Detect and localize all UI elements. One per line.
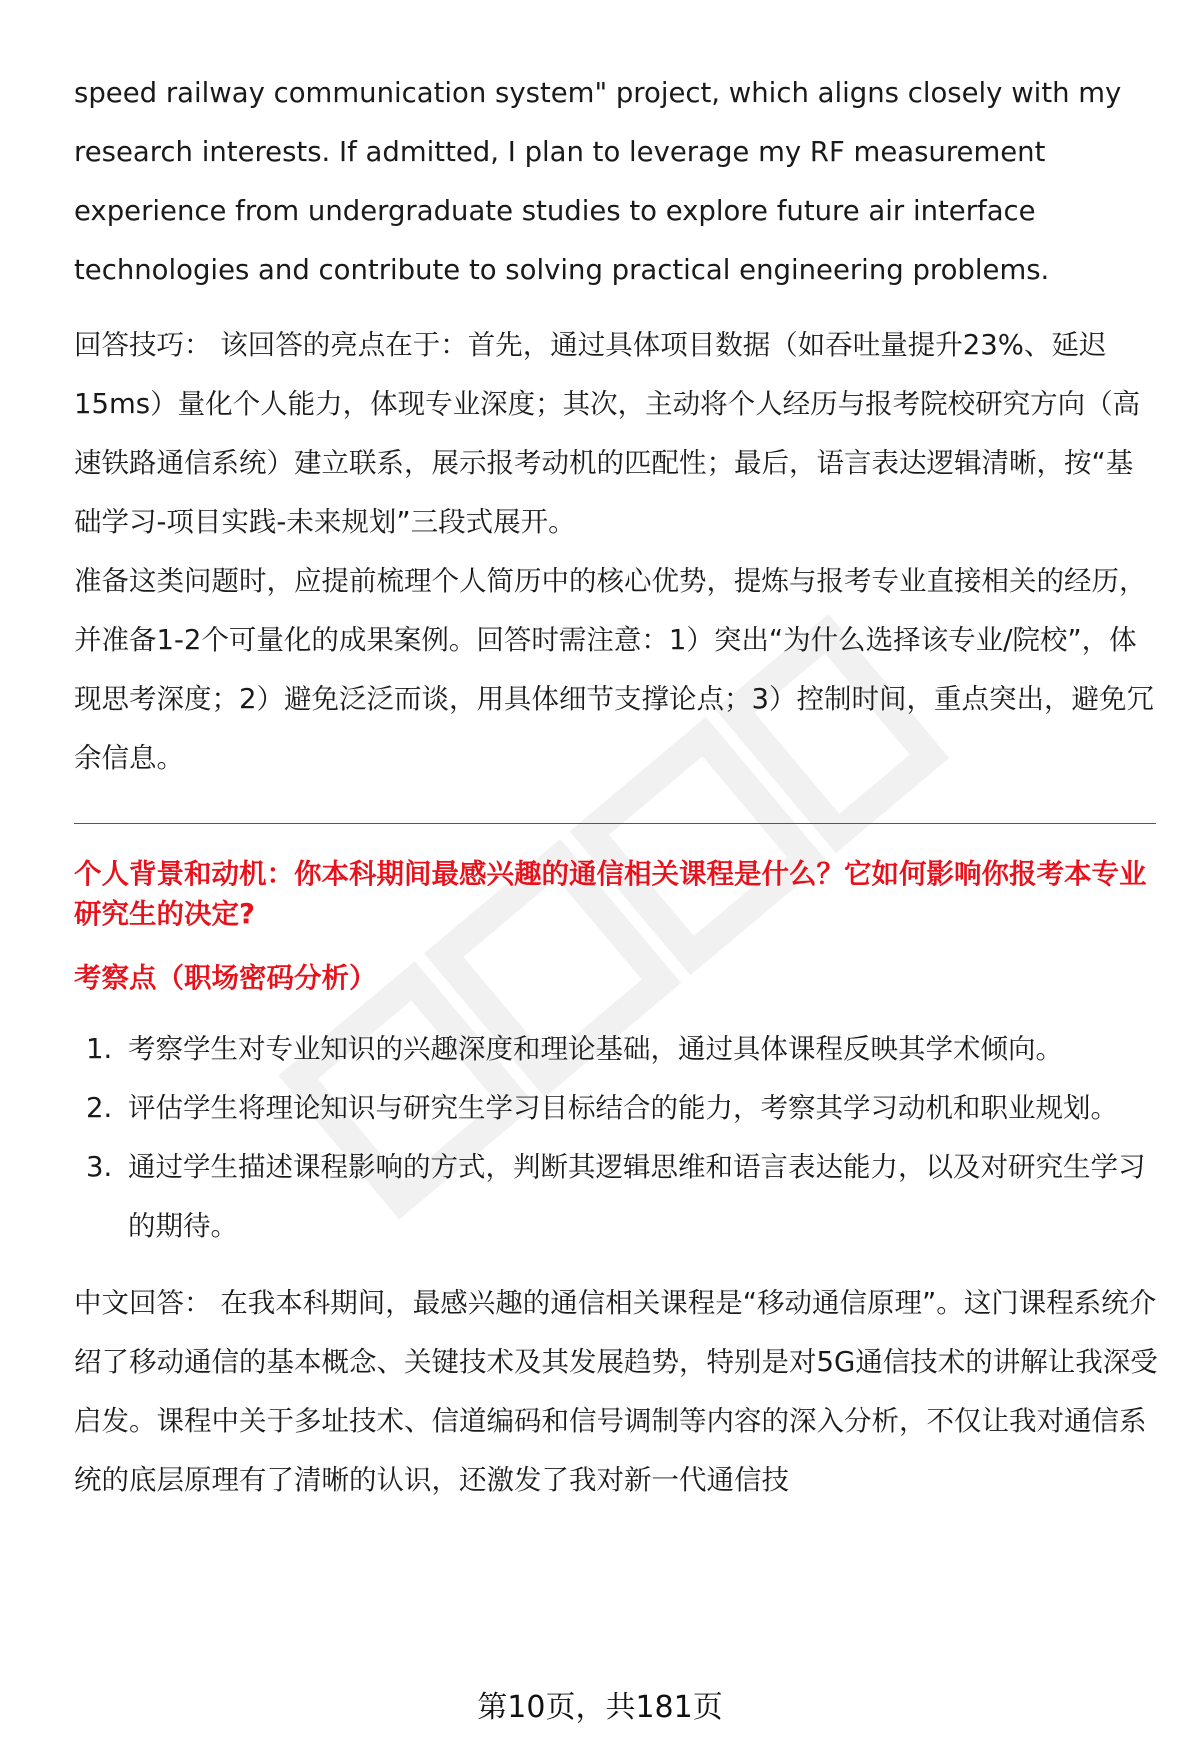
english-answer-tail: speed railway communication system" project, which aligns closely with my research interests. If admitted, I plan to leverage my RF measurement experience from undergraduate studies to explore future air interface technologies and contribute to solving practical engineering problems. xyxy=(74,77,1122,286)
list-item-number: 3. xyxy=(86,1151,113,1183)
page-number-footer: 第10页，共181页 xyxy=(477,1690,723,1725)
chinese-answer-paragraph: 中文回答： 在我本科期间，最感兴趣的通信相关课程是“移动通信原理”。这门课程系统介绍了移动通信的基本概念、关键技术及其发展趋势，特别是对5G通信技术的讲解让我深受启发。课程中关于多址技术、信道编码和信号调制等内容的深入分析，不仅让我对通信系统的底层原理有了清晰的认识，还激发了我对新一代通信技 xyxy=(74,1287,1158,1496)
list-item-number: 1. xyxy=(86,1033,113,1065)
question-heading: 个人背景和动机：你本科期间最感兴趣的通信相关课程是什么？它如何影响你报考本专业研究生的决定? xyxy=(74,858,1147,930)
list-item-text: 评估学生将理论知识与研究生学习目标结合的能力，考察其学习动机和职业规划。 xyxy=(128,1092,1118,1124)
list-item-text: 通过学生描述课程影响的方式，判断其逻辑思维和语言表达能力，以及对研究生学习的期待。 xyxy=(128,1151,1146,1242)
list-item-number: 2. xyxy=(86,1092,113,1124)
list-item xyxy=(74,1020,1160,1079)
answer-tips-paragraph: 回答技巧： 该回答的亮点在于：首先，通过具体项目数据（如吞吐量提升23%、延迟15ms）量化个人能力，体现专业深度；其次，主动将个人经历与报考院校研究方向（高速铁路通信系统）建立联系，展示报考动机的匹配性；最后，语言表达逻辑清晰，按“基础学习-项目实践-未来规划”三段式展开。 xyxy=(74,329,1141,538)
assessment-points-list xyxy=(74,1020,1160,1256)
list-item-text: 考察学生对专业知识的兴趣深度和理论基础，通过具体课程反映其学术倾向。 xyxy=(128,1033,1063,1065)
list-item xyxy=(74,1079,1160,1138)
list-item xyxy=(74,1138,1160,1256)
section-divider xyxy=(74,823,1156,824)
page-content xyxy=(74,64,1160,1510)
assessment-points-heading: 考察点（职场密码分析） xyxy=(74,962,377,994)
preparation-paragraph: 准备这类问题时，应提前梳理个人简历中的核心优势，提炼与报考专业直接相关的经历，并准备1-2个可量化的成果案例。回答时需注意：1）突出“为什么选择该专业/院校”，体现思考深度；2）避免泛泛而谈，用具体细节支撑论点；3）控制时间，重点突出，避免冗余信息。 xyxy=(74,565,1154,774)
